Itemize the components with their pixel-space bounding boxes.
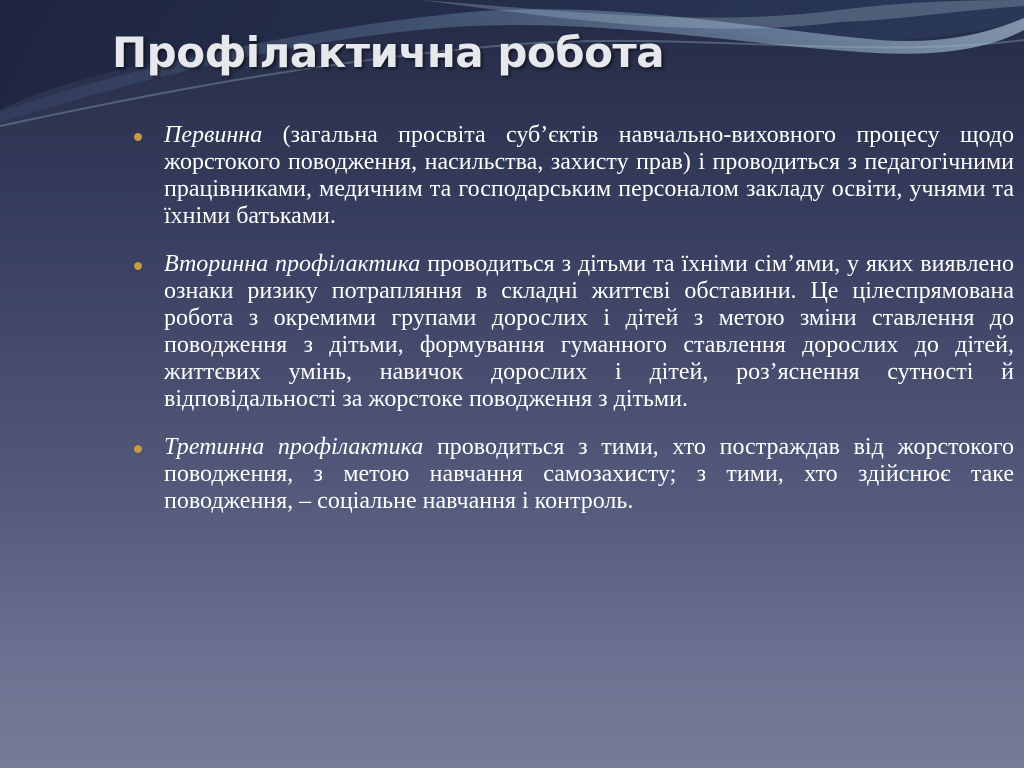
bullet-term: Вторинна профілактика: [164, 251, 421, 277]
bullet-body: (загальна просвіта суб’єктів навчально-виховного процесу щодо жорстокого поводження, насильства, захисту прав) і проводиться з педагогічними працівниками, медичним та господарським персоналом закладу освіти, учнями та їхніми батьками.: [164, 122, 1014, 229]
bullet-body: проводиться з тими, хто постраждав від жорстокого поводження, з метою навчання самозахисту; з тими, хто здійснює таке поводження, – соціальне навчання і контроль.: [164, 434, 1014, 514]
bullet-text: [164, 122, 1014, 230]
bullet-text: [164, 434, 1014, 515]
bullet-secondary-prevention: [128, 251, 1014, 413]
bullet-dot-icon: [134, 445, 142, 453]
bullet-body: проводиться з дітьми та їхніми сім’ями, у яких виявлено ознаки ризику потрапляння в складні життєві обставини. Це цілеспрямована робота з окремими групами дорослих і дітей з метою зміни ставлення до поводження з дітьми, формування гуманного ставлення дорослих до дітей, життєвих умінь, навичок дорослих і дітей, роз’яснення сутності й відповідальності за жорстоке поводження з дітьми.: [164, 251, 1014, 412]
bullet-tertiary-prevention: [128, 434, 1014, 515]
bullet-term: Третинна профілактика: [164, 434, 424, 460]
bullet-list: [128, 122, 1014, 536]
bullet-dot-icon: [134, 262, 142, 270]
bullet-text: [164, 251, 1014, 413]
bullet-primary-prevention: [128, 122, 1014, 230]
bullet-term: Первинна: [164, 122, 263, 148]
bullet-dot-icon: [134, 133, 142, 141]
slide-title: Профілактична робота: [112, 28, 665, 77]
